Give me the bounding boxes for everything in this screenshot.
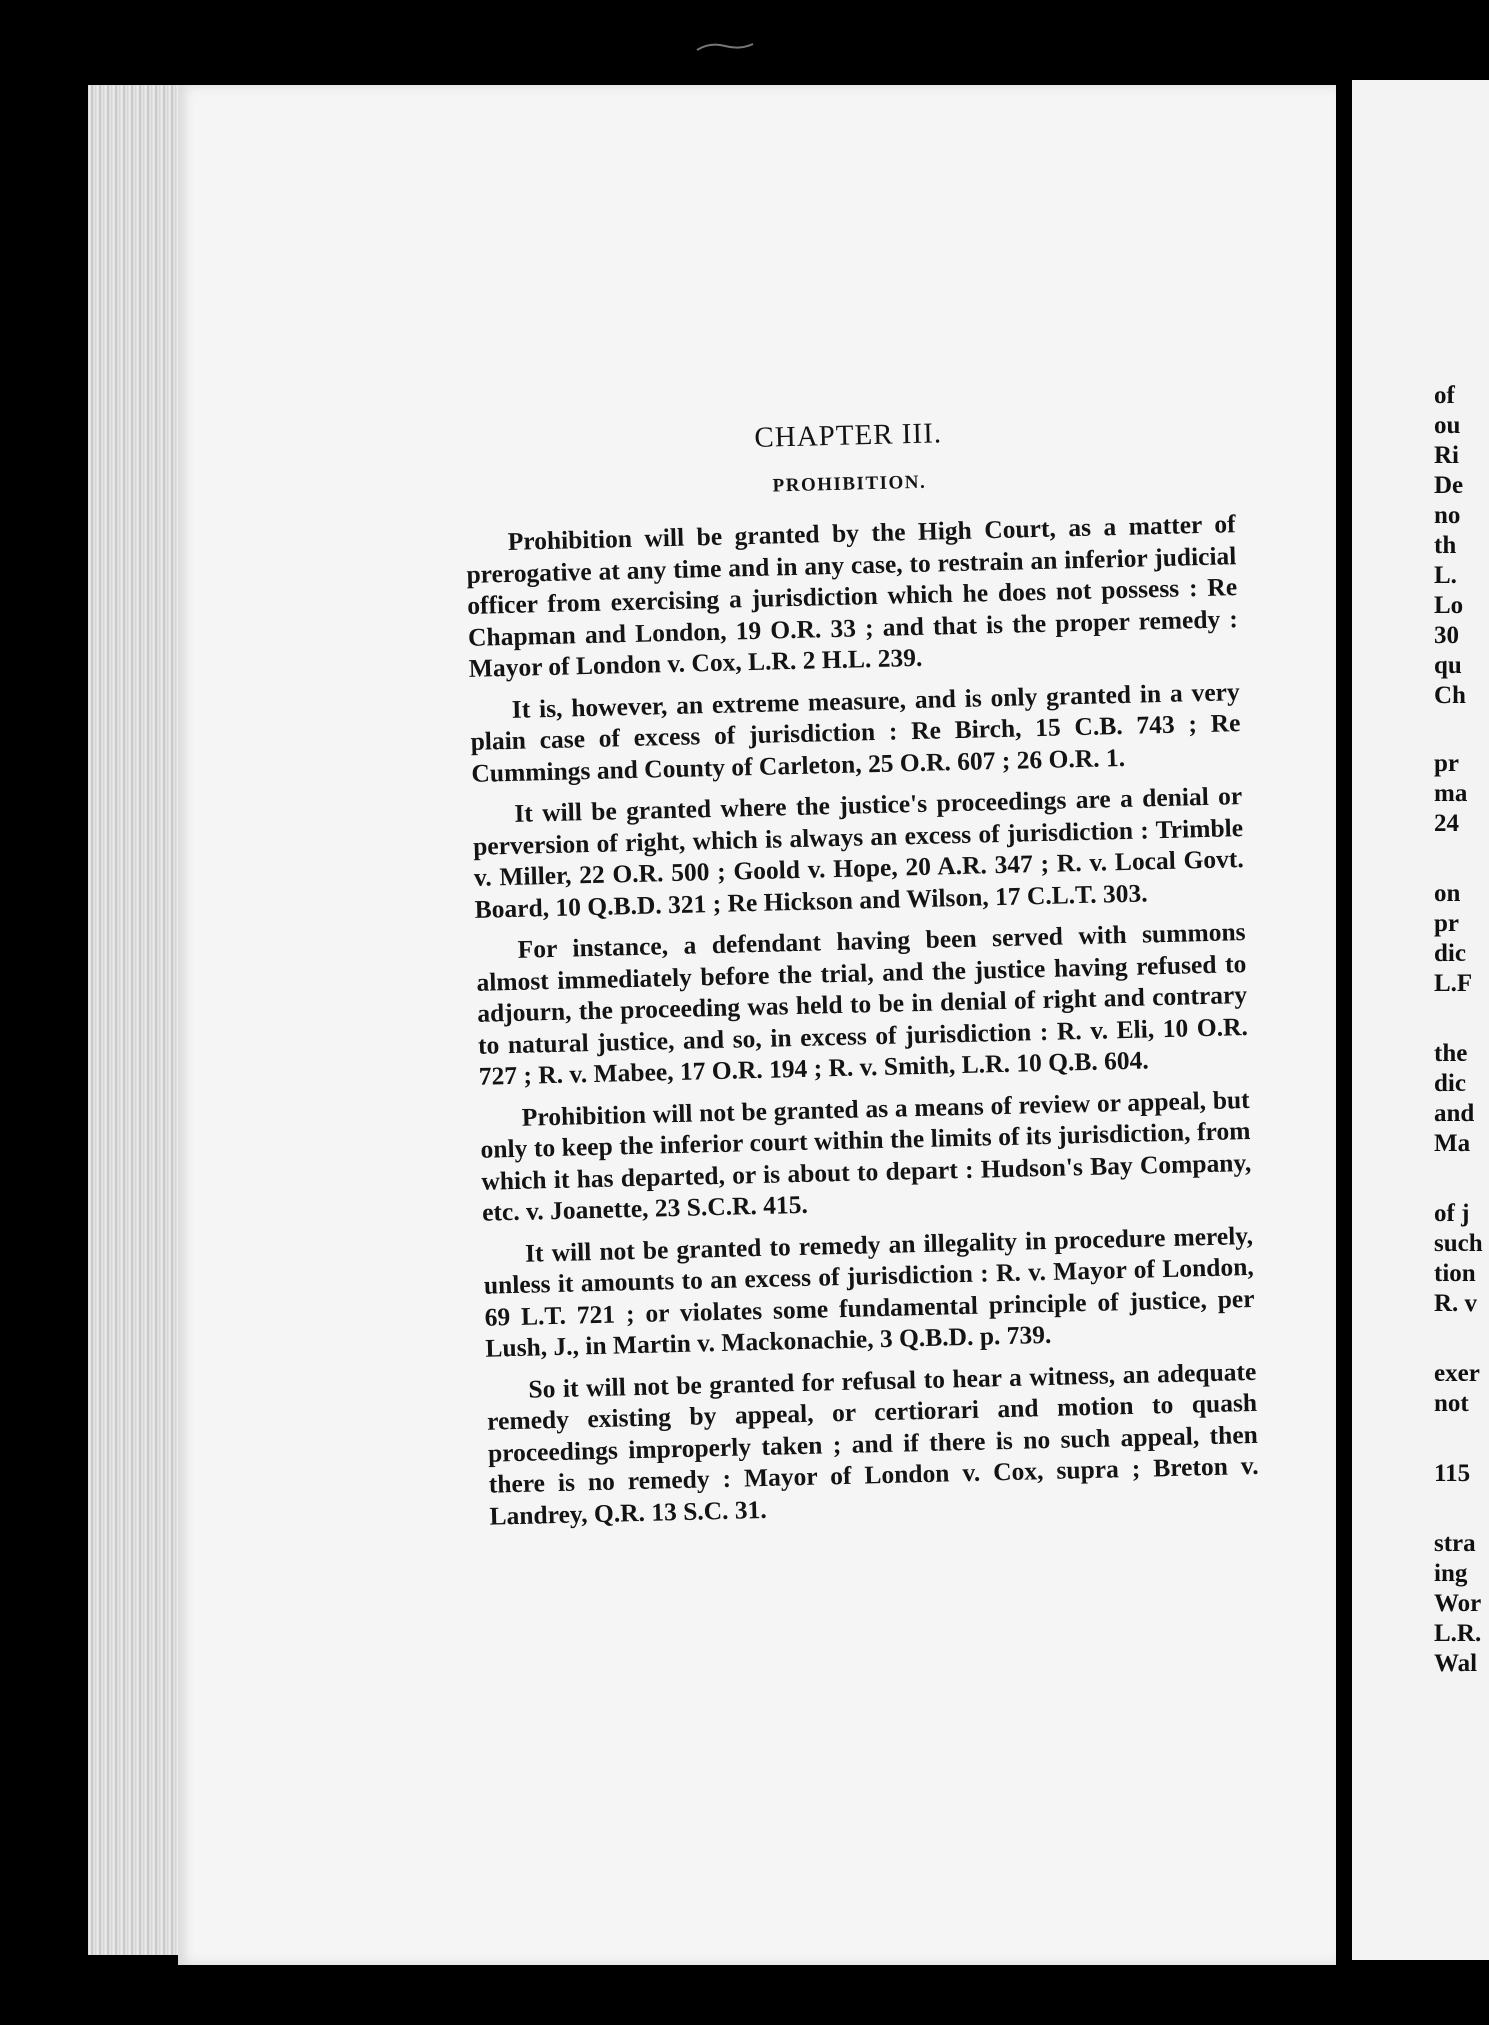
facing-page — [1352, 80, 1489, 1960]
facing-line-fragment: ma — [1434, 780, 1468, 807]
facing-line-fragment: tion — [1434, 1260, 1476, 1287]
facing-line-fragment: Lo — [1434, 592, 1464, 619]
facing-line-fragment: 115 — [1434, 1460, 1471, 1487]
facing-line-fragment: of — [1434, 382, 1455, 409]
facing-line-fragment: ing — [1434, 1560, 1468, 1587]
facing-line-fragment: Ri — [1434, 442, 1459, 469]
section-title: PROHIBITION. — [772, 471, 927, 496]
facing-line-fragment: Wor — [1434, 1590, 1482, 1617]
paragraph: It is, however, an extreme measure, and is only granted in a very plain case of excess of jurisdiction : Re Birch, 15 C.B. 743 ; Re Cummings and County of Carleton, 25 O.R. 607 ; 26 O.R. 1. — [470, 676, 1241, 788]
facing-line-fragment: pr — [1434, 750, 1459, 777]
facing-line-fragment: De — [1434, 472, 1464, 499]
facing-line-fragment: L. — [1434, 562, 1457, 589]
facing-line-fragment: stra — [1434, 1530, 1476, 1557]
facing-line-fragment: of j — [1434, 1200, 1470, 1227]
facing-line-fragment: Ch — [1434, 682, 1466, 709]
facing-line-fragment: Ma — [1434, 1130, 1471, 1157]
facing-line-fragment: dic — [1434, 1070, 1466, 1097]
paragraph: Prohibition will be granted by the High Court, as a matter of prerogative at any time and in any case, to restrain an inferior judicial officer from exercising a jurisdiction which he does not possess : Re Chapman and London, 19 O.R. 33 ; and that is the proper remedy : Mayor of London v. Cox, L.R. 2 H.L. 239. — [466, 509, 1239, 683]
facing-line-fragment: and — [1434, 1100, 1475, 1127]
facing-line-fragment: L.R. — [1434, 1620, 1482, 1647]
page-edges — [88, 85, 183, 1955]
facing-line-fragment: no — [1434, 502, 1461, 529]
facing-line-fragment: 24 — [1434, 810, 1459, 837]
facing-line-fragment: th — [1434, 532, 1457, 559]
facing-line-fragment: 30 — [1434, 622, 1459, 649]
paragraph: So it will not be granted for refusal to hear a witness, an adequate remedy existing by appeal, or certiorari and motion to quash proceedings improperly taken ; and if there is no such appeal, then there is no remedy : Mayor of London v. Cox, supra ; Breton v. Landrey, Q.R. 13 S.C. 31. — [486, 1356, 1259, 1531]
facing-line-fragment: the — [1434, 1040, 1468, 1067]
facing-line-fragment: not — [1434, 1390, 1469, 1417]
facing-line-fragment: qu — [1434, 652, 1462, 679]
paragraph: Prohibition will not be granted as a means of review or appeal, but only to keep the inferior court within the limits of its jurisdiction, from which it has departed, or is about to depart : Hudson's Bay Company, etc. v. Joanette, 23 S.C.R. 415. — [480, 1084, 1252, 1227]
facing-line-fragment: pr — [1434, 910, 1459, 937]
facing-line-fragment: dic — [1434, 940, 1466, 967]
facing-line-fragment: such — [1434, 1230, 1483, 1257]
facing-line-fragment: ou — [1434, 412, 1461, 439]
paragraph: For instance, a defendant having been served with summons almost immediately before the trial, and the justice having refused to adjourn, the proceeding was held to be in denial of right and contrary to natural justice, and so, in excess of jurisdiction : R. v. Eli, 10 O.R. 727 ; R. v. Mabee, 17 O.R. 194 ; R. v. Smith, L.R. 10 Q.B. 604. — [476, 917, 1249, 1091]
facing-line-fragment: R. v — [1434, 1290, 1478, 1317]
facing-line-fragment: L.F — [1434, 970, 1473, 997]
chapter-title: CHAPTER III. — [754, 417, 943, 454]
ink-smudge — [695, 40, 755, 52]
paragraph: It will not be granted to remedy an illegality in procedure merely, unless it amounts to an excess of jurisdiction : R. v. Mayor of London, 69 L.T. 721 ; or violates some fundamental principle of justice, per Lush, J., in Martin v. Mackonachie, 3 Q.B.D. p. 739. — [483, 1220, 1255, 1363]
facing-line-fragment: on — [1434, 880, 1461, 907]
page-text — [463, 411, 1260, 1541]
facing-line-fragment: Wal — [1434, 1650, 1478, 1677]
facing-line-fragment: exer — [1434, 1360, 1480, 1387]
paragraph: It will be granted where the justice's proceedings are a denial or perversion of right, which is always an excess of jurisdiction : Trimble v. Miller, 22 O.R. 500 ; Goold v. Hope, 20 A.R. 347 ; R. v. Local Govt. Board, 10 Q.B.D. 321 ; Re Hickson and Wilson, 17 C.L.T. 303. — [472, 781, 1245, 924]
